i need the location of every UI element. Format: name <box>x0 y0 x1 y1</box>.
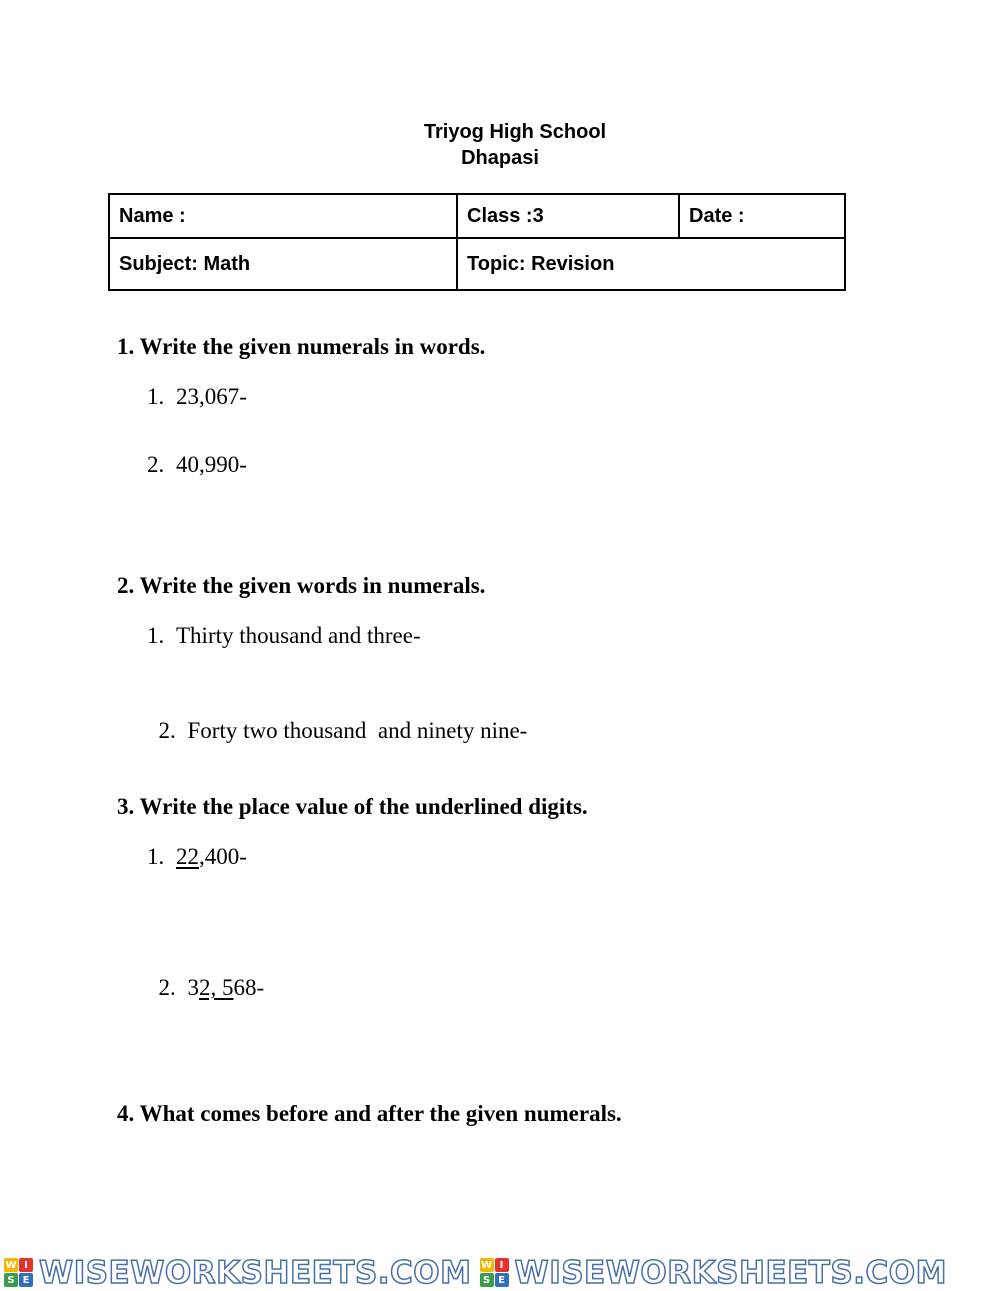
logo-letter: I <box>19 1258 33 1272</box>
footer-watermark <box>0 1254 1000 1291</box>
question-1-title: 1. Write the given numerals in words. <box>117 334 486 359</box>
brand-text: WISEWORKSHEETS.COM <box>514 1254 947 1291</box>
topic-field: Topic: Revision <box>457 238 845 290</box>
logo-letter: W <box>5 1259 17 1271</box>
item-text-prefix: 3 <box>187 975 199 1000</box>
school-name: Triyog High School <box>423 121 607 143</box>
question-4-title: 4. What comes before and after the given numerals. <box>117 1101 622 1126</box>
item-number: 2. <box>147 452 165 477</box>
name-field[interactable]: Name : <box>109 194 457 238</box>
item-text: 68- <box>233 975 265 1000</box>
item-number: 1. <box>147 384 165 409</box>
item-text: 23,067- <box>176 384 247 409</box>
underlined-digits: 22 <box>176 844 199 869</box>
item-number: 2. <box>158 718 176 743</box>
question-2-item-2 <box>147 692 527 744</box>
brand-block <box>480 1255 948 1291</box>
question-2-title: 2. Write the given words in numerals. <box>117 573 486 598</box>
question-1-item-2 <box>147 452 247 478</box>
logo-letter: S <box>480 1273 494 1287</box>
item-text: 40,990- <box>176 452 247 477</box>
question-2-item-1 <box>147 623 421 649</box>
logo-letter: I <box>495 1258 509 1272</box>
item-number: 2. <box>158 975 176 1000</box>
subject-field: Subject: Math <box>109 238 457 290</box>
logo-letter: E <box>495 1273 509 1287</box>
logo-letter: W <box>480 1259 493 1271</box>
item-text: Forty two thousand and ninety nine- <box>187 718 528 743</box>
item-number: 1. <box>147 844 165 869</box>
school-location: Dhapasi <box>461 147 539 169</box>
logo-letter: S <box>4 1273 18 1287</box>
item-text: ,400- <box>199 844 247 869</box>
class-field: Class :3 <box>457 194 679 238</box>
item-text: Thirty thousand and three- <box>176 623 421 648</box>
wiseworksheets-logo-icon <box>480 1258 509 1287</box>
question-3-item-1 <box>147 844 247 870</box>
date-field[interactable]: Date : <box>679 194 845 238</box>
underlined-digits: 2, 5 <box>199 975 234 1000</box>
question-3-item-2 <box>147 949 264 1001</box>
wiseworksheets-logo-icon <box>4 1258 33 1287</box>
brand-block <box>4 1255 472 1291</box>
brand-text: WISEWORKSHEETS.COM <box>39 1254 472 1291</box>
item-number: 1. <box>147 623 165 648</box>
question-3-title: 3. Write the place value of the underlined digits. <box>117 794 588 819</box>
question-1-item-1 <box>147 384 247 410</box>
logo-letter: E <box>19 1273 33 1287</box>
school-header <box>0 119 1000 171</box>
student-info-table <box>108 193 846 291</box>
